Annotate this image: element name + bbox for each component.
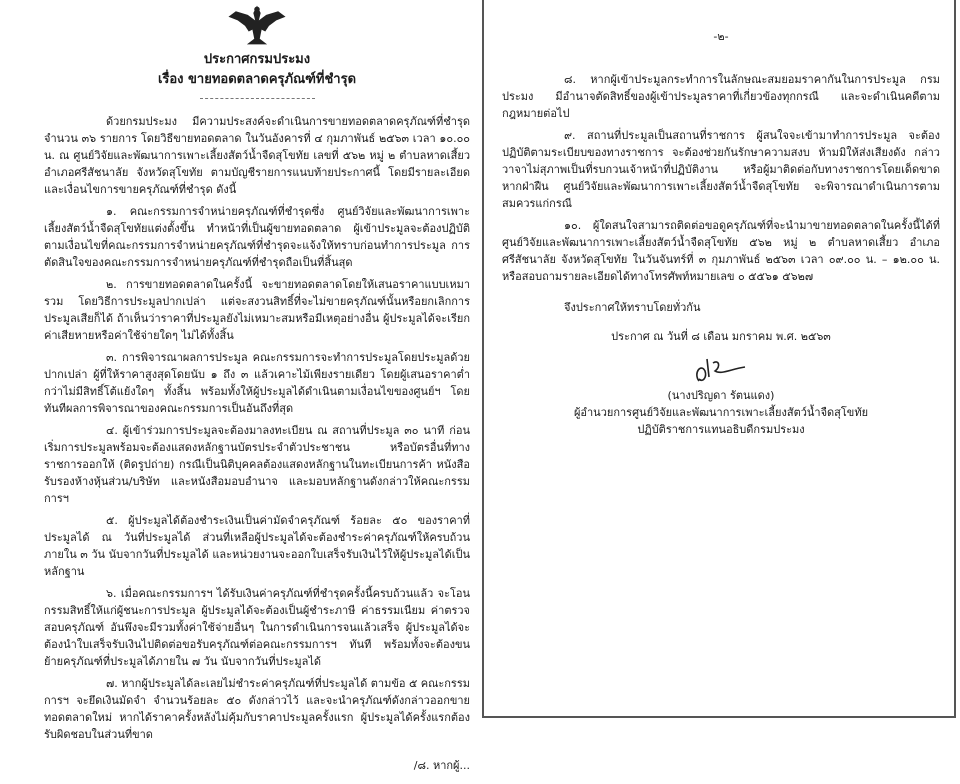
signature <box>691 353 751 385</box>
divider <box>200 98 315 99</box>
clause-7: ๗. หากผู้ประมูลได้ละเลยไม่ชำระค่าครุภัณฑ์ที่ประมูลได้ ตามข้อ ๕ คณะกรรมการฯ จะยึดเงินมัดจำ จำนวนร้อยละ ๕๐ ดังกล่าวไว้ และจะนำครุภัณฑ์ดังกล่าวออกขายทอดตลาดใหม่ หากได้ราคาครั้งหลังไม่คุ้มกับราคาประมูลครั้งแรก ผู้ประมูลได้ครั้งแรกต้องรับผิดชอบในส่วนที่ขาด <box>44 677 470 741</box>
clause-8: ๘. หากผู้เข้าประมูลกระทำการในลักษณะสมยอมราคากันในการประมูล กรมประมง มีอำนาจตัดสิทธิ์ของผู้เข้าประมูลราคาที่เกี่ยวข้องทุกกรณี และจะดำเนินคดีตามกฎหมายต่อไป <box>502 73 940 120</box>
page-1 <box>10 0 478 784</box>
closing-line: จึงประกาศให้ทราบโดยทั่วกัน <box>564 301 701 314</box>
continuation-note: /๘. หากผู้... <box>413 759 470 772</box>
signer-acting: ปฏิบัติราชการแทนอธิบดีกรมประมง <box>637 423 805 436</box>
clause-1: ๑. คณะกรรมการจำหน่ายครุภัณฑ์ที่ชำรุดซึ่ง ศูนย์วิจัยและพัฒนาการเพาะเลี้ยงสัตว์น้ำจืดสุโขทัยแต่งตั้งขึ้น ทำหน้าที่เป็นผู้ขายทอดตลาด ผู้เข้าประมูลจะต้องปฏิบัติตามเงื่อนไขที่คณะกรรมการจำหน่ายครุภัณฑ์ที่ชำรุดจะแจ้งให้ทราบก่อนทำการประมูล การตัดสินใจของคณะกรรมการจำหน่ายครุภัณฑ์ที่ชำรุดถือเป็นที่สิ้นสุด <box>44 205 470 269</box>
signer-position: ผู้อำนวยการศูนย์วิจัยและพัฒนาการเพาะเลี้ยงสัตว์น้ำจืดสุโขทัย <box>573 406 869 419</box>
announcement-date: ประกาศ ณ วันที่ ๘ เดือน มกราคม พ.ศ. ๒๕๖๓ <box>611 330 831 343</box>
clause-3: ๓. การพิจารณาผลการประมูล คณะกรรมการจะทำการประมูลโดยประมูลด้วยปากเปล่า ผู้ที่ให้ราคาสูงสุดโดยนับ ๑ ถึง ๓ แล้วเคาะไม้เพียงรายเดียว โดยผู้เสนอราคาต่ำกว่าไม่มีสิทธิ์โต้แย้งใดๆ ทั้งสิ้น พร้อมทั้งให้ผู้ประมูลได้ดำเนินตามเงื่อนไขของศูนย์ฯ โดยทันทีผลการพิจารณาของคณะกรรมการเป็นอันถึงที่สุด <box>44 351 470 415</box>
page-2 <box>482 0 956 718</box>
signer-name: (นางปริญดา รัตนแดง) <box>667 389 775 402</box>
clause-2: ๒. การขายทอดตลาดในครั้งนี้ จะขายทอดตลาดโดยให้เสนอราคาแบบเหมารวม โดยวิธีการประมูลปากเปล่า แต่จะสงวนสิทธิ์ที่จะไม่ขายครุภัณฑ์นั้นหรือยกเลิกการประมูลเสียก็ได้ ถ้าเห็นว่าราคาที่ประมูลยังไม่เหมาะสมหรือมีเหตุอย่างอื่น ผู้ประมูลได้จะเรียกค่าเสียหายหรือค่าใช้จ่ายใดๆ ไม่ได้ทั้งสิ้น <box>44 278 470 342</box>
clause-5: ๕. ผู้ประมูลได้ต้องชำระเงินเป็นค่ามัดจำครุภัณฑ์ ร้อยละ ๕๐ ของราคาที่ประมูลได้ ณ วันที่ประมูลได้ ส่วนที่เหลือผู้ประมูลได้จะต้องชำระค่าครุภัณฑ์ให้ครบถ้วน ภายใน ๓ วัน นับจากวันที่ประมูลได้ และหน่วยงานจะออกใบเสร็จรับเงินไว้ให้ผู้ประมูลได้เป็นหลักฐาน <box>44 514 470 578</box>
announcement-subject: เรื่อง ขายทอดตลาดครุภัณฑ์ที่ชำรุด <box>157 72 357 87</box>
announcement-title: ประกาศกรมประมง <box>203 52 311 67</box>
garuda-emblem-icon <box>222 2 292 48</box>
intro-paragraph: ด้วยกรมประมง มีความประสงค์จะดำเนินการขายทอดตลาดครุภัณฑ์ที่ชำรุด จำนวน ๓๖ รายการ โดยวิธีขายทอดตลาด ในวันอังคารที่ ๔ กุมภาพันธ์ ๒๕๖๓ เวลา ๑๐.๐๐ น. ณ ศูนย์วิจัยและพัฒนาการเพาะเลี้ยงสัตว์น้ำจืดสุโขทัย เลขที่ ๕๖๒ หมู่ ๒ ตำบลหาดเสี้ยว อำเภอศรีสัชนาลัย จังหวัดสุโขทัย ตามบัญชีรายการแนบท้ายประกาศนี้ โดยมีรายละเอียดและเงื่อนไขการขายครุภัณฑ์ที่ชำรุด ดังนี้ <box>44 115 470 196</box>
clause-6: ๖. เมื่อคณะกรรมการฯ ได้รับเงินค่าครุภัณฑ์ที่ชำรุดครั้งนี้ครบถ้วนแล้ว จะโอนกรรมสิทธิ์ให้แก่ผู้ชนะการประมูล ผู้ประมูลได้จะต้องเป็นผู้ชำระภาษี ค่าธรรมเนียม ค่าตรวจสอบครุภัณฑ์ อันพึงจะมีรวมทั้งค่าใช้จ่ายอื่นๆ ในการดำเนินการจนแล้วเสร็จ ผู้ประมูลได้จะต้องนำใบเสร็จรับเงินไปติดต่อขอรับครุภัณฑ์ต่อคณะกรรมการฯ ทันที พร้อมทั้งจะต้องขนย้ายครุภัณฑ์ที่ประมูลได้ภายใน ๗ วัน นับจากวันที่ประมูลได้ <box>44 587 470 668</box>
clause-10: ๑๐. ผู้ใดสนใจสามารถติดต่อขอดูครุภัณฑ์ที่จะนำมาขายทอดตลาดในครั้งนี้ได้ที่ศูนย์วิจัยและพัฒนาการเพาะเลี้ยงสัตว์น้ำจืดสุโขทัย ๕๖๒ หมู่ ๒ ตำบลหาดเสี้ยว อำเภอศรีสัชนาลัย จังหวัดสุโขทัย ในวันจันทร์ที่ ๓ กุมภาพันธ์ ๒๕๖๓ เวลา ๐๙.๐๐ น. – ๑๒.๐๐ น. หรือสอบถามรายละเอียดได้ทางโทรศัพท์หมายเลข ๐ ๕๕๖๑ ๕๖๒๗ <box>502 219 940 283</box>
clause-4: ๔. ผู้เข้าร่วมการประมูลจะต้องมาลงทะเบียน ณ สถานที่ประมูล ๓๐ นาที ก่อนเริ่มการประมูลพร้อมจะต้องแสดงหลักฐานบัตรประจำตัวประชาชน หรือบัตรอื่นที่ทางราชการออกให้ (ติดรูปถ่าย) กรณีเป็นนิติบุคคลต้องแสดงหลักฐานในทะเบียนการค้า หนังสือรับรองห้างหุ้นส่วน/บริษัท และหนังสือมอบอำนาจ และมอบหลักฐานดังกล่าวให้คณะกรรมการฯ <box>44 424 470 505</box>
clause-9: ๙. สถานที่ประมูลเป็นสถานที่ราชการ ผู้สนใจจะเข้ามาทำการประมูล จะต้องปฏิบัติตามระเบียบของทางราชการ จะต้องช่วยกันรักษาความสงบ ห้ามมิให้ส่งเสียงดัง กล่าววาจาไม่สุภาพเป็นที่รบกวนเจ้าหน้าที่ปฏิบัติงาน หรือผู้มาติดต่อกับทางราชการโดยเด็ดขาด หากฝ่าฝืน ศูนย์วิจัยและพัฒนาการเพาะเลี้ยงสัตว์น้ำจืดสุโขทัย จะพิจารณาดำเนินการตามสมควรแก่กรณี <box>502 129 940 210</box>
page-number: -๒- <box>713 30 729 43</box>
